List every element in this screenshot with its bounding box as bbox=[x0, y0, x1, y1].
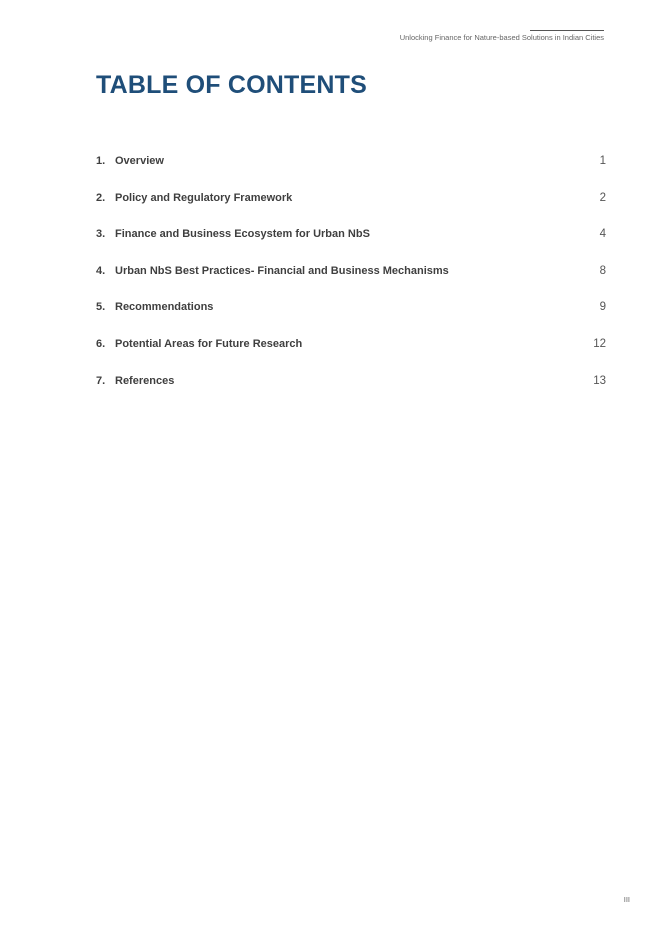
toc-entry-overview[interactable] bbox=[96, 155, 606, 192]
running-header: Unlocking Finance for Nature-based Solutions in Indian Cities bbox=[399, 33, 604, 42]
toc-entry-policy[interactable] bbox=[96, 192, 606, 229]
page-number: III bbox=[623, 895, 630, 904]
toc-entry-page: 1 bbox=[599, 155, 606, 167]
toc-entry-number: 7. bbox=[96, 374, 106, 387]
toc-entry-recommendations[interactable] bbox=[96, 301, 606, 338]
toc-entry-title: Recommendations bbox=[115, 301, 214, 314]
toc-entry-number: 3. bbox=[96, 228, 106, 241]
header-rule bbox=[530, 30, 604, 31]
toc-entry-number: 5. bbox=[96, 301, 106, 314]
toc-entry-number: 6. bbox=[96, 337, 106, 350]
toc-entry-page: 8 bbox=[599, 264, 606, 277]
toc-entry-number: 2. bbox=[96, 191, 106, 204]
toc-entry-future-research[interactable] bbox=[96, 338, 606, 375]
toc-entry-title: Urban NbS Best Practices- Financial and Business Mechanisms bbox=[115, 264, 449, 277]
toc-entry-title: Finance and Business Ecosystem for Urban NbS bbox=[115, 228, 370, 241]
toc-entry-page: 2 bbox=[599, 191, 606, 204]
toc-entry-best-practices[interactable] bbox=[96, 265, 606, 302]
page-title: TABLE OF CONTENTS bbox=[96, 71, 367, 99]
toc-entry-finance-ecosystem[interactable] bbox=[96, 228, 606, 265]
toc-entry-title: Policy and Regulatory Framework bbox=[115, 191, 293, 204]
toc-entry-page: 4 bbox=[599, 228, 606, 241]
toc-entry-page: 12 bbox=[593, 337, 606, 350]
toc-entry-number: 1. bbox=[96, 155, 106, 167]
toc-entry-references[interactable] bbox=[96, 375, 606, 412]
toc-entry-title: Potential Areas for Future Research bbox=[115, 337, 303, 350]
toc-entry-page: 9 bbox=[599, 301, 606, 314]
toc-entry-page: 13 bbox=[593, 374, 606, 387]
toc-entry-title: References bbox=[115, 374, 175, 387]
toc-entry-title: Overview bbox=[115, 155, 164, 167]
table-of-contents bbox=[96, 155, 606, 411]
toc-entry-number: 4. bbox=[96, 264, 106, 277]
